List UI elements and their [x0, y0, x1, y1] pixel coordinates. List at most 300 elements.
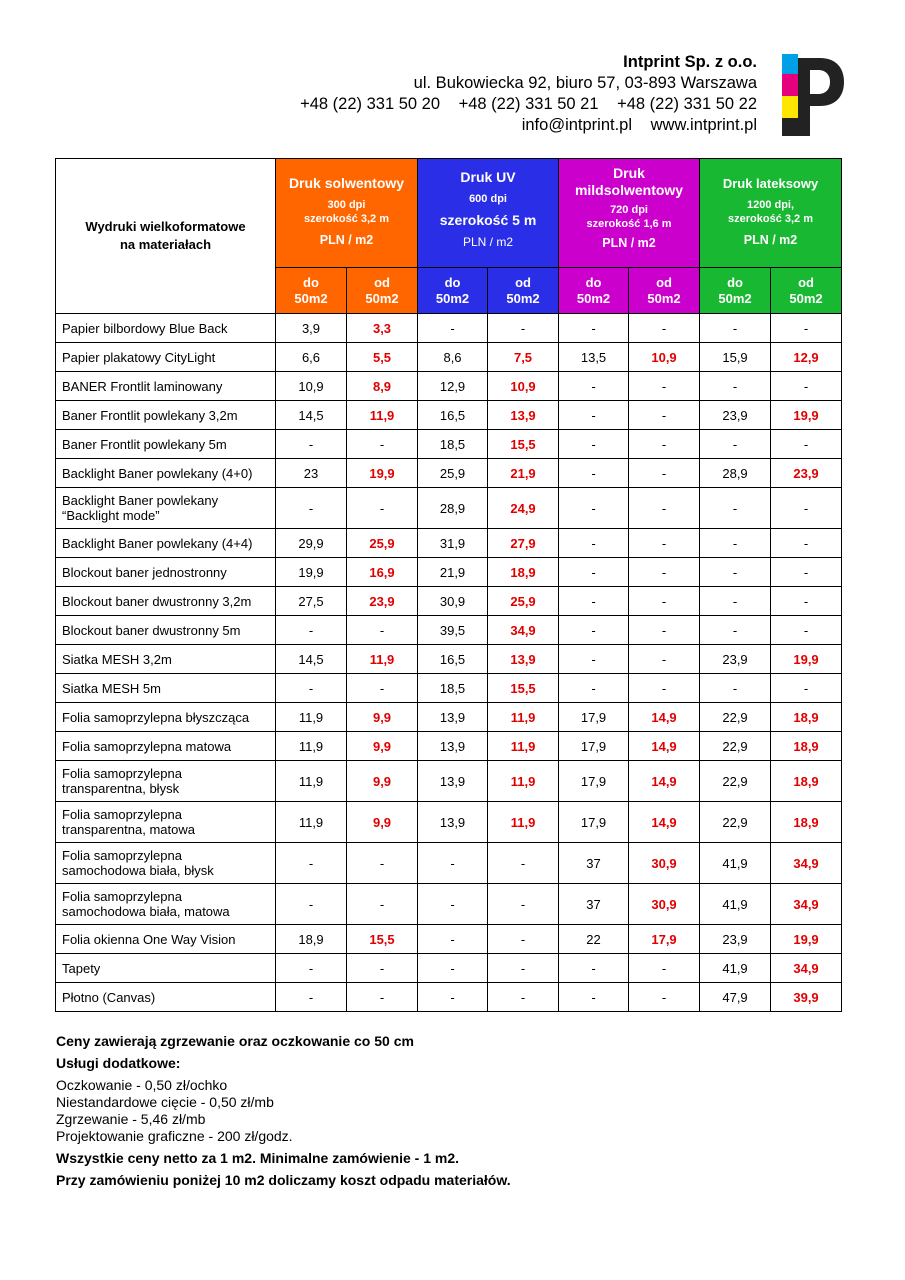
- waste-fee-note: Przy zamówieniu poniżej 10 m2 doliczamy koszt odpadu materiałów.: [56, 1172, 511, 1188]
- price-do-mildsolvent: 37: [559, 884, 629, 925]
- material-name: [56, 674, 276, 703]
- subheader-line1: od: [374, 274, 390, 290]
- table-title-line1: Wydruki wielkoformatowe: [85, 219, 246, 234]
- price-do-uv: 21,9: [418, 558, 488, 587]
- price-do-mildsolvent: -: [559, 983, 629, 1012]
- company-header: [286, 52, 757, 136]
- subheader-line1: do: [303, 274, 319, 290]
- subheader-do-uv: [418, 268, 488, 314]
- price-do-mildsolvent: 17,9: [559, 802, 629, 843]
- price-od-uv: 15,5: [488, 430, 559, 459]
- group-dpi: 720 dpi: [610, 204, 648, 216]
- price-do-latex: 41,9: [700, 843, 771, 884]
- group-dpi: 300 dpi: [327, 199, 366, 211]
- price-od-latex: 19,9: [771, 401, 842, 430]
- group-name-line2: mildsolwentowy: [574, 182, 684, 198]
- material-name-line2: transparentna, matowa: [62, 822, 195, 837]
- price-do-uv: 31,9: [418, 529, 488, 558]
- price-od-latex: -: [771, 372, 842, 401]
- group-mildsolvent: [559, 159, 700, 268]
- price-od-solvent: -: [347, 954, 418, 983]
- price-od-latex: -: [771, 558, 842, 587]
- price-od-solvent: 9,9: [347, 761, 418, 802]
- price-do-solvent: 29,9: [276, 529, 347, 558]
- price-od-solvent: 3,3: [347, 314, 418, 343]
- price-od-uv: 34,9: [488, 616, 559, 645]
- price-do-mildsolvent: -: [559, 645, 629, 674]
- material-name: [56, 401, 276, 430]
- price-do-latex: 22,9: [700, 802, 771, 843]
- subheader-line1: od: [515, 274, 531, 290]
- price-od-latex: -: [771, 587, 842, 616]
- price-do-solvent: 11,9: [276, 703, 347, 732]
- price-od-uv: -: [488, 314, 559, 343]
- price-do-latex: 15,9: [700, 343, 771, 372]
- price-od-mildsolvent: 14,9: [629, 761, 700, 802]
- group-solvent: [276, 159, 418, 268]
- price-od-solvent: 15,5: [347, 925, 418, 954]
- material-name-line1: Papier plakatowy CityLight: [62, 349, 216, 365]
- table-row: [56, 884, 842, 925]
- price-do-solvent: 27,5: [276, 587, 347, 616]
- price-do-mildsolvent: 37: [559, 843, 629, 884]
- price-od-mildsolvent: 17,9: [629, 925, 700, 954]
- price-do-solvent: 23: [276, 459, 347, 488]
- material-name-line1: Folia samoprzylepna: [62, 848, 182, 863]
- price-od-latex: 18,9: [771, 703, 842, 732]
- price-od-mildsolvent: -: [629, 314, 700, 343]
- price-od-solvent: 8,9: [347, 372, 418, 401]
- price-od-solvent: 23,9: [347, 587, 418, 616]
- subheader-do-mildsolvent: [559, 268, 629, 314]
- material-name: [56, 884, 276, 925]
- price-od-uv: -: [488, 843, 559, 884]
- price-do-latex: -: [700, 430, 771, 459]
- price-od-latex: 12,9: [771, 343, 842, 372]
- company-website: www.intprint.pl: [650, 116, 757, 134]
- phone-2: +48 (22) 331 50 21: [458, 95, 599, 113]
- price-od-uv: 13,9: [488, 401, 559, 430]
- group-uv: [418, 159, 559, 268]
- material-name: [56, 616, 276, 645]
- price-do-latex: 22,9: [700, 703, 771, 732]
- table-row: [56, 925, 842, 954]
- price-do-solvent: 3,9: [276, 314, 347, 343]
- price-do-solvent: 11,9: [276, 761, 347, 802]
- group-unit: PLN / m2: [743, 233, 798, 247]
- price-od-latex: 39,9: [771, 983, 842, 1012]
- price-od-mildsolvent: 14,9: [629, 703, 700, 732]
- group-width: szerokość 3,2 m: [728, 213, 814, 225]
- subheader-line2: 50m2: [718, 290, 752, 306]
- price-od-uv: 27,9: [488, 529, 559, 558]
- price-od-solvent: -: [347, 843, 418, 884]
- material-name-line1: Folia samoprzylepna: [62, 766, 182, 781]
- price-od-uv: -: [488, 954, 559, 983]
- price-od-uv: 25,9: [488, 587, 559, 616]
- phone-3: +48 (22) 331 50 22: [617, 95, 757, 113]
- included-note: Ceny zawierają zgrzewanie oraz oczkowanie co 50 cm: [56, 1033, 414, 1049]
- table-row: [56, 703, 842, 732]
- table-row: [56, 645, 842, 674]
- material-name-line1: Backlight Baner powlekany: [62, 493, 219, 508]
- price-od-uv: 11,9: [488, 761, 559, 802]
- material-name-line1: Papier bilbordowy Blue Back: [62, 320, 228, 336]
- price-od-latex: 34,9: [771, 954, 842, 983]
- price-od-solvent: 9,9: [347, 802, 418, 843]
- price-od-solvent: -: [347, 616, 418, 645]
- price-do-mildsolvent: -: [559, 401, 629, 430]
- material-name: [56, 529, 276, 558]
- price-od-mildsolvent: -: [629, 401, 700, 430]
- table-row: [56, 587, 842, 616]
- subheader-line1: od: [656, 274, 672, 290]
- intprint-logo: [778, 52, 848, 142]
- material-name: [56, 983, 276, 1012]
- material-name: [56, 459, 276, 488]
- price-od-uv: 11,9: [488, 703, 559, 732]
- material-name-line2: “Backlight mode”: [62, 508, 160, 523]
- net-prices-note: Wszystkie ceny netto za 1 m2. Minimalne zamówienie - 1 m2.: [56, 1150, 460, 1166]
- price-od-uv: -: [488, 884, 559, 925]
- company-email: info@intprint.pl: [521, 116, 633, 134]
- subheader-do-solvent: [276, 268, 347, 314]
- price-do-mildsolvent: -: [559, 529, 629, 558]
- group-width: szerokość 5 m: [439, 212, 537, 228]
- price-do-uv: -: [418, 884, 488, 925]
- price-od-mildsolvent: -: [629, 645, 700, 674]
- price-do-solvent: -: [276, 616, 347, 645]
- price-od-solvent: -: [347, 488, 418, 529]
- price-od-mildsolvent: -: [629, 954, 700, 983]
- table-title-line2: na materiałach: [119, 237, 212, 252]
- price-do-solvent: 11,9: [276, 802, 347, 843]
- price-do-uv: 13,9: [418, 802, 488, 843]
- phone-1: +48 (22) 331 50 20: [300, 95, 440, 113]
- material-name-line2: samochodowa biała, błysk: [62, 863, 214, 878]
- price-od-solvent: -: [347, 430, 418, 459]
- material-name: [56, 558, 276, 587]
- price-do-uv: -: [418, 954, 488, 983]
- price-od-mildsolvent: -: [629, 430, 700, 459]
- subheader-line2: 50m2: [647, 290, 681, 306]
- price-do-uv: -: [418, 925, 488, 954]
- price-od-latex: 18,9: [771, 761, 842, 802]
- material-name-line1: Folia samoprzylepna matowa: [62, 738, 232, 754]
- price-do-mildsolvent: -: [559, 587, 629, 616]
- price-do-mildsolvent: -: [559, 954, 629, 983]
- group-dpi: 1200 dpi,: [746, 199, 795, 211]
- group-unit: PLN / m2: [602, 236, 656, 250]
- table-row: [56, 732, 842, 761]
- material-name-line2: transparentna, błysk: [62, 781, 180, 796]
- price-od-latex: -: [771, 314, 842, 343]
- subheader-line2: 50m2: [576, 290, 611, 306]
- material-name-line1: Tapety: [62, 960, 101, 976]
- price-do-uv: 13,9: [418, 761, 488, 802]
- subheader-line2: 50m2: [789, 290, 823, 306]
- price-od-uv: 24,9: [488, 488, 559, 529]
- price-od-latex: 18,9: [771, 802, 842, 843]
- price-od-latex: -: [771, 674, 842, 703]
- material-name-line1: Blockout baner dwustronny 5m: [62, 622, 241, 638]
- group-name: Druk solwentowy: [288, 175, 405, 191]
- price-do-mildsolvent: -: [559, 372, 629, 401]
- price-do-mildsolvent: 17,9: [559, 703, 629, 732]
- price-od-solvent: 11,9: [347, 401, 418, 430]
- table-row: [56, 343, 842, 372]
- material-name: [56, 372, 276, 401]
- price-od-uv: -: [488, 983, 559, 1012]
- material-name-line1: Folia samoprzylepna: [62, 807, 182, 822]
- table-row: [56, 401, 842, 430]
- group-unit: PLN / m2: [319, 233, 374, 247]
- material-name-line1: BANER Frontlit laminowany: [62, 378, 223, 394]
- price-do-mildsolvent: -: [559, 558, 629, 587]
- price-od-solvent: 16,9: [347, 558, 418, 587]
- price-do-latex: -: [700, 674, 771, 703]
- price-do-uv: 13,9: [418, 732, 488, 761]
- price-od-uv: 7,5: [488, 343, 559, 372]
- material-name: [56, 925, 276, 954]
- price-do-latex: 28,9: [700, 459, 771, 488]
- subheader-line1: od: [798, 274, 814, 290]
- price-do-latex: -: [700, 372, 771, 401]
- table-row: [56, 843, 842, 884]
- price-do-latex: 47,9: [700, 983, 771, 1012]
- price-od-uv: 18,9: [488, 558, 559, 587]
- material-name: [56, 645, 276, 674]
- table-row: [56, 954, 842, 983]
- material-name: [56, 430, 276, 459]
- price-do-latex: -: [700, 488, 771, 529]
- price-od-mildsolvent: 14,9: [629, 732, 700, 761]
- price-do-solvent: 19,9: [276, 558, 347, 587]
- price-do-mildsolvent: 13,5: [559, 343, 629, 372]
- subheader-do-latex: [700, 268, 771, 314]
- price-od-latex: -: [771, 616, 842, 645]
- price-do-mildsolvent: 17,9: [559, 732, 629, 761]
- price-do-uv: -: [418, 983, 488, 1012]
- table-row: [56, 983, 842, 1012]
- price-do-uv: 8,6: [418, 343, 488, 372]
- group-width: szerokość 3,2 m: [304, 213, 389, 225]
- price-do-latex: 23,9: [700, 645, 771, 674]
- price-do-latex: -: [700, 558, 771, 587]
- price-od-solvent: -: [347, 674, 418, 703]
- material-name: [56, 954, 276, 983]
- company-contact-web: [286, 115, 757, 136]
- subheader-line1: do: [727, 274, 743, 290]
- table-row: [56, 761, 842, 802]
- material-name-line1: Backlight Baner powlekany (4+4): [62, 535, 253, 551]
- price-do-latex: 22,9: [700, 761, 771, 802]
- price-od-latex: 34,9: [771, 884, 842, 925]
- price-do-uv: 18,5: [418, 674, 488, 703]
- price-do-latex: 41,9: [700, 954, 771, 983]
- material-name: [56, 732, 276, 761]
- price-od-mildsolvent: -: [629, 983, 700, 1012]
- price-do-latex: -: [700, 529, 771, 558]
- material-name-line1: Płotno (Canvas): [62, 989, 156, 1005]
- table-row: [56, 430, 842, 459]
- company-phones: [286, 94, 757, 115]
- price-do-solvent: -: [276, 674, 347, 703]
- price-do-uv: 13,9: [418, 703, 488, 732]
- group-width: szerokość 1,6 m: [586, 218, 672, 230]
- price-do-mildsolvent: 22: [559, 925, 629, 954]
- table-row: [56, 616, 842, 645]
- price-od-uv: 15,5: [488, 674, 559, 703]
- company-address: ul. Bukowiecka 92, biuro 57, 03-893 Warszawa: [413, 74, 757, 92]
- price-od-latex: 18,9: [771, 732, 842, 761]
- price-od-solvent: 9,9: [347, 732, 418, 761]
- material-name-line1: Folia samoprzylepna błyszcząca: [62, 709, 250, 725]
- subheader-od-uv: [488, 268, 559, 314]
- price-do-solvent: 14,5: [276, 401, 347, 430]
- price-od-mildsolvent: -: [629, 529, 700, 558]
- subheader-od-latex: [771, 268, 842, 314]
- price-od-latex: -: [771, 488, 842, 529]
- price-do-latex: -: [700, 616, 771, 645]
- price-od-solvent: 19,9: [347, 459, 418, 488]
- price-do-uv: 39,5: [418, 616, 488, 645]
- subheader-line1: do: [585, 274, 602, 290]
- price-do-uv: 12,9: [418, 372, 488, 401]
- price-do-solvent: -: [276, 884, 347, 925]
- subheader-line2: 50m2: [294, 290, 328, 306]
- subheader-od-solvent: [347, 268, 418, 314]
- material-name-line1: Baner Frontlit powlekany 3,2m: [62, 407, 238, 423]
- subheader-line2: 50m2: [435, 290, 470, 306]
- price-do-mildsolvent: -: [559, 430, 629, 459]
- subheader-line2: 50m2: [365, 290, 399, 306]
- price-od-uv: 10,9: [488, 372, 559, 401]
- price-do-mildsolvent: -: [559, 674, 629, 703]
- table-row: [56, 558, 842, 587]
- price-od-mildsolvent: -: [629, 616, 700, 645]
- material-name-line1: Blockout baner jednostronny: [62, 564, 227, 580]
- extra-service: Zgrzewanie - 5,46 zł/mb: [56, 1111, 206, 1127]
- group-name-line1: Druk: [613, 165, 645, 181]
- subheader-od-mildsolvent: [629, 268, 700, 314]
- price-od-latex: -: [771, 529, 842, 558]
- price-od-mildsolvent: -: [629, 372, 700, 401]
- price-od-uv: 13,9: [488, 645, 559, 674]
- table-title: [56, 159, 276, 314]
- price-od-latex: -: [771, 430, 842, 459]
- price-do-uv: -: [418, 314, 488, 343]
- extras-title: Usługi dodatkowe:: [56, 1055, 181, 1071]
- price-do-solvent: 11,9: [276, 732, 347, 761]
- material-name-line1: Siatka MESH 3,2m: [62, 651, 172, 667]
- price-do-uv: -: [418, 843, 488, 884]
- price-od-uv: 11,9: [488, 802, 559, 843]
- price-do-mildsolvent: -: [559, 314, 629, 343]
- price-od-latex: 34,9: [771, 843, 842, 884]
- material-name-line1: Blockout baner dwustronny 3,2m: [62, 593, 252, 609]
- group-name: Druk UV: [460, 169, 516, 185]
- price-table: [55, 158, 842, 1012]
- material-name: [56, 587, 276, 616]
- group-latex: [700, 159, 842, 268]
- price-do-mildsolvent: -: [559, 616, 629, 645]
- material-name: [56, 802, 276, 843]
- material-name: [56, 343, 276, 372]
- price-od-mildsolvent: 30,9: [629, 843, 700, 884]
- price-od-mildsolvent: -: [629, 674, 700, 703]
- group-name: Druk lateksowy: [722, 176, 819, 191]
- price-od-solvent: -: [347, 983, 418, 1012]
- price-od-latex: 19,9: [771, 645, 842, 674]
- group-unit: PLN / m2: [463, 235, 514, 249]
- price-od-mildsolvent: -: [629, 558, 700, 587]
- material-name: [56, 761, 276, 802]
- company-name: Intprint Sp. z o.o.: [623, 53, 757, 71]
- price-od-mildsolvent: -: [629, 488, 700, 529]
- price-do-solvent: -: [276, 488, 347, 529]
- price-do-latex: 41,9: [700, 884, 771, 925]
- material-name-line1: Baner Frontlit powlekany 5m: [62, 436, 227, 452]
- price-do-latex: 22,9: [700, 732, 771, 761]
- price-od-uv: 11,9: [488, 732, 559, 761]
- price-do-solvent: 10,9: [276, 372, 347, 401]
- price-do-mildsolvent: -: [559, 488, 629, 529]
- price-od-mildsolvent: -: [629, 459, 700, 488]
- group-dpi: 600 dpi: [469, 193, 507, 205]
- table-row: [56, 488, 842, 529]
- material-name: [56, 488, 276, 529]
- price-do-solvent: -: [276, 983, 347, 1012]
- price-do-mildsolvent: 17,9: [559, 761, 629, 802]
- table-row: [56, 372, 842, 401]
- price-do-solvent: -: [276, 954, 347, 983]
- material-name-line1: Folia okienna One Way Vision: [62, 931, 236, 947]
- price-do-uv: 18,5: [418, 430, 488, 459]
- price-od-solvent: 11,9: [347, 645, 418, 674]
- price-do-uv: 16,5: [418, 401, 488, 430]
- price-do-solvent: 14,5: [276, 645, 347, 674]
- price-do-solvent: 18,9: [276, 925, 347, 954]
- material-name-line1: Siatka MESH 5m: [62, 680, 161, 696]
- table-row: [56, 674, 842, 703]
- price-do-solvent: -: [276, 430, 347, 459]
- extra-service: Niestandardowe cięcie - 0,50 zł/mb: [56, 1094, 274, 1110]
- price-od-mildsolvent: 10,9: [629, 343, 700, 372]
- subheader-line1: do: [444, 274, 461, 290]
- table-row: [56, 314, 842, 343]
- material-name: [56, 843, 276, 884]
- price-od-solvent: -: [347, 884, 418, 925]
- price-od-solvent: 25,9: [347, 529, 418, 558]
- price-do-latex: 23,9: [700, 401, 771, 430]
- price-do-uv: 25,9: [418, 459, 488, 488]
- material-name-line1: Folia samoprzylepna: [62, 889, 182, 904]
- price-do-latex: -: [700, 314, 771, 343]
- extra-service: Projektowanie graficzne - 200 zł/godz.: [56, 1128, 293, 1144]
- price-od-latex: 23,9: [771, 459, 842, 488]
- price-do-latex: -: [700, 587, 771, 616]
- price-do-solvent: -: [276, 843, 347, 884]
- price-do-mildsolvent: -: [559, 459, 629, 488]
- price-od-solvent: 5,5: [347, 343, 418, 372]
- price-od-latex: 19,9: [771, 925, 842, 954]
- price-do-uv: 16,5: [418, 645, 488, 674]
- price-do-solvent: 6,6: [276, 343, 347, 372]
- price-do-uv: 30,9: [418, 587, 488, 616]
- table-row: [56, 529, 842, 558]
- price-od-mildsolvent: 14,9: [629, 802, 700, 843]
